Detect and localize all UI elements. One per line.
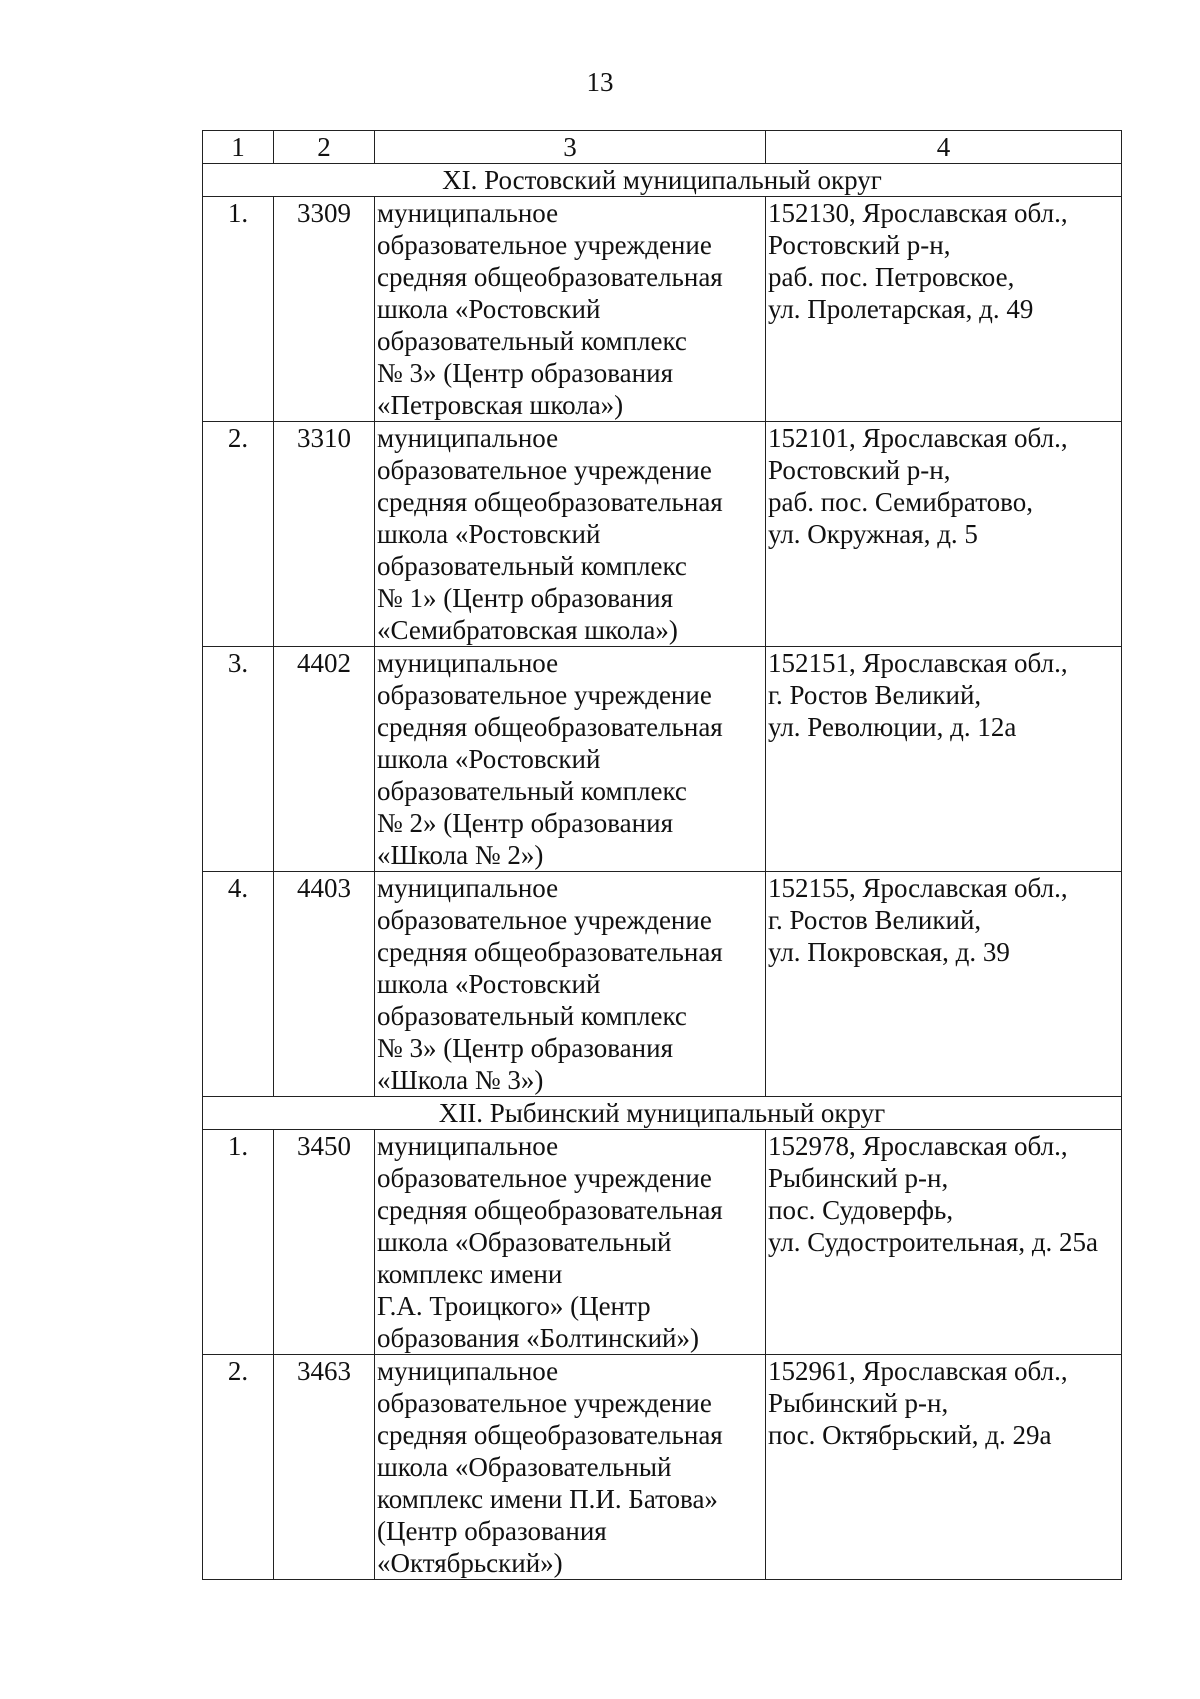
column-number-1: 1 (203, 131, 274, 164)
column-number-row (203, 131, 1122, 164)
institution-name-line: комплекс имени (377, 1259, 563, 1289)
institution-address-line: раб. пос. Семибратово, (768, 487, 1033, 517)
institution-name-line: муниципальное (377, 648, 559, 678)
institution-name-line: (Центр образования (377, 1516, 607, 1546)
institution-name-line: образовательное учреждение (377, 1163, 712, 1193)
institution-name-line: № 1» (Центр образования (377, 583, 673, 613)
institution-name-line: средняя общеобразовательная (377, 487, 723, 517)
institution-code: 4402 (274, 647, 375, 872)
institution-name-line: Г.А. Троицкого» (Центр (377, 1291, 651, 1321)
institution-name-line: школа «Ростовский (377, 519, 601, 549)
institution-name-line: муниципальное (377, 1131, 559, 1161)
institution-address-line: 152101, Ярославская обл., (768, 423, 1068, 453)
institution-address-line: раб. пос. Петровское, (768, 262, 1015, 292)
section-heading-row (203, 1097, 1122, 1130)
institution-name-line: комплекс имени П.И. Батова» (377, 1484, 718, 1514)
section-title: XI. Ростовский муниципальный округ (203, 164, 1122, 197)
row-number: 2. (203, 422, 274, 647)
schools-table (202, 130, 1122, 1580)
institution-name-line: школа «Образовательный (377, 1227, 672, 1257)
section-heading-row (203, 164, 1122, 197)
institution-name-line: образовательное учреждение (377, 455, 712, 485)
institution-name-line: образовательное учреждение (377, 905, 712, 935)
institution-name-line: средняя общеобразовательная (377, 937, 723, 967)
institution-address-line: 152151, Ярославская обл., (768, 648, 1068, 678)
row-number: 4. (203, 872, 274, 1097)
table-row (203, 197, 1122, 422)
table-row (203, 872, 1122, 1097)
institution-name (375, 1130, 766, 1355)
institution-name-line: средняя общеобразовательная (377, 262, 723, 292)
table-row (203, 647, 1122, 872)
institution-name-line: школа «Ростовский (377, 969, 601, 999)
institution-name-line: средняя общеобразовательная (377, 1195, 723, 1225)
institution-code: 3309 (274, 197, 375, 422)
institution-address-line: Рыбинский р-н, (768, 1388, 949, 1418)
institution-name (375, 872, 766, 1097)
institution-name-line: «Семибратовская школа») (377, 615, 678, 645)
institution-code: 3463 (274, 1355, 375, 1580)
institution-name-line: образовательный комплекс (377, 551, 687, 581)
column-number-3: 3 (375, 131, 766, 164)
institution-address (766, 1355, 1122, 1580)
institution-name-line: муниципальное (377, 873, 559, 903)
row-number: 1. (203, 1130, 274, 1355)
institution-code: 3450 (274, 1130, 375, 1355)
page-number: 13 (586, 67, 614, 97)
institution-name-line: муниципальное (377, 198, 559, 228)
institution-address (766, 647, 1122, 872)
institution-name-line: средняя общеобразовательная (377, 712, 723, 742)
institution-address-line: ул. Судостроительная, д. 25а (768, 1227, 1099, 1257)
institution-name (375, 197, 766, 422)
table-row (203, 1130, 1122, 1355)
institution-name (375, 647, 766, 872)
institution-name-line: школа «Ростовский (377, 744, 601, 774)
institution-name-line: школа «Ростовский (377, 294, 601, 324)
institution-address-line: пос. Судоверфь, (768, 1195, 954, 1225)
institution-address (766, 422, 1122, 647)
table-row (203, 422, 1122, 647)
institution-name-line: «Школа № 3») (377, 1065, 544, 1095)
institution-address-line: Ростовский р-н, (768, 455, 951, 485)
column-number-2: 2 (274, 131, 375, 164)
institution-name-line: образовательный комплекс (377, 776, 687, 806)
institution-address-line: ул. Пролетарская, д. 49 (768, 294, 1034, 324)
institution-name-line: образовательный комплекс (377, 326, 687, 356)
institution-code: 4403 (274, 872, 375, 1097)
institution-name-line: образовательный комплекс (377, 1001, 687, 1031)
institution-name-line: № 3» (Центр образования (377, 358, 673, 388)
institution-name-line: средняя общеобразовательная (377, 1420, 723, 1450)
institution-address-line: Ростовский р-н, (768, 230, 951, 260)
table-body (203, 131, 1122, 1580)
institution-name-line: образования «Болтинский») (377, 1323, 699, 1353)
institution-name-line: «Петровская школа») (377, 390, 624, 420)
institution-name-line: школа «Образовательный (377, 1452, 672, 1482)
column-number-4: 4 (766, 131, 1122, 164)
institution-address-line: Рыбинский р-н, (768, 1163, 949, 1193)
institution-code: 3310 (274, 422, 375, 647)
institution-name-line: образовательное учреждение (377, 230, 712, 260)
institution-address-line: 152961, Ярославская обл., (768, 1356, 1068, 1386)
institution-address-line: 152155, Ярославская обл., (768, 873, 1068, 903)
institution-name (375, 1355, 766, 1580)
institution-name-line: образовательное учреждение (377, 1388, 712, 1418)
institution-address (766, 872, 1122, 1097)
institution-name-line: муниципальное (377, 423, 559, 453)
institution-name-line: № 3» (Центр образования (377, 1033, 673, 1063)
institution-address-line: 152978, Ярославская обл., (768, 1131, 1068, 1161)
institution-address-line: пос. Октябрьский, д. 29а (768, 1420, 1052, 1450)
institution-address-line: ул. Покровская, д. 39 (768, 937, 1010, 967)
institution-name-line: муниципальное (377, 1356, 559, 1386)
table-row (203, 1355, 1122, 1580)
institution-address (766, 197, 1122, 422)
institution-address-line: 152130, Ярославская обл., (768, 198, 1068, 228)
institution-name (375, 422, 766, 647)
institution-name-line: «Школа № 2») (377, 840, 544, 870)
institution-name-line: образовательное учреждение (377, 680, 712, 710)
institution-address-line: ул. Революции, д. 12а (768, 712, 1017, 742)
institution-address-line: г. Ростов Великий, (768, 680, 982, 710)
institution-name-line: № 2» (Центр образования (377, 808, 673, 838)
institution-name-line: «Октябрьский») (377, 1548, 563, 1578)
institution-address-line: г. Ростов Великий, (768, 905, 982, 935)
row-number: 2. (203, 1355, 274, 1580)
institution-address (766, 1130, 1122, 1355)
section-title: XII. Рыбинский муниципальный округ (203, 1097, 1122, 1130)
institution-address-line: ул. Окружная, д. 5 (768, 519, 978, 549)
row-number: 1. (203, 197, 274, 422)
row-number: 3. (203, 647, 274, 872)
